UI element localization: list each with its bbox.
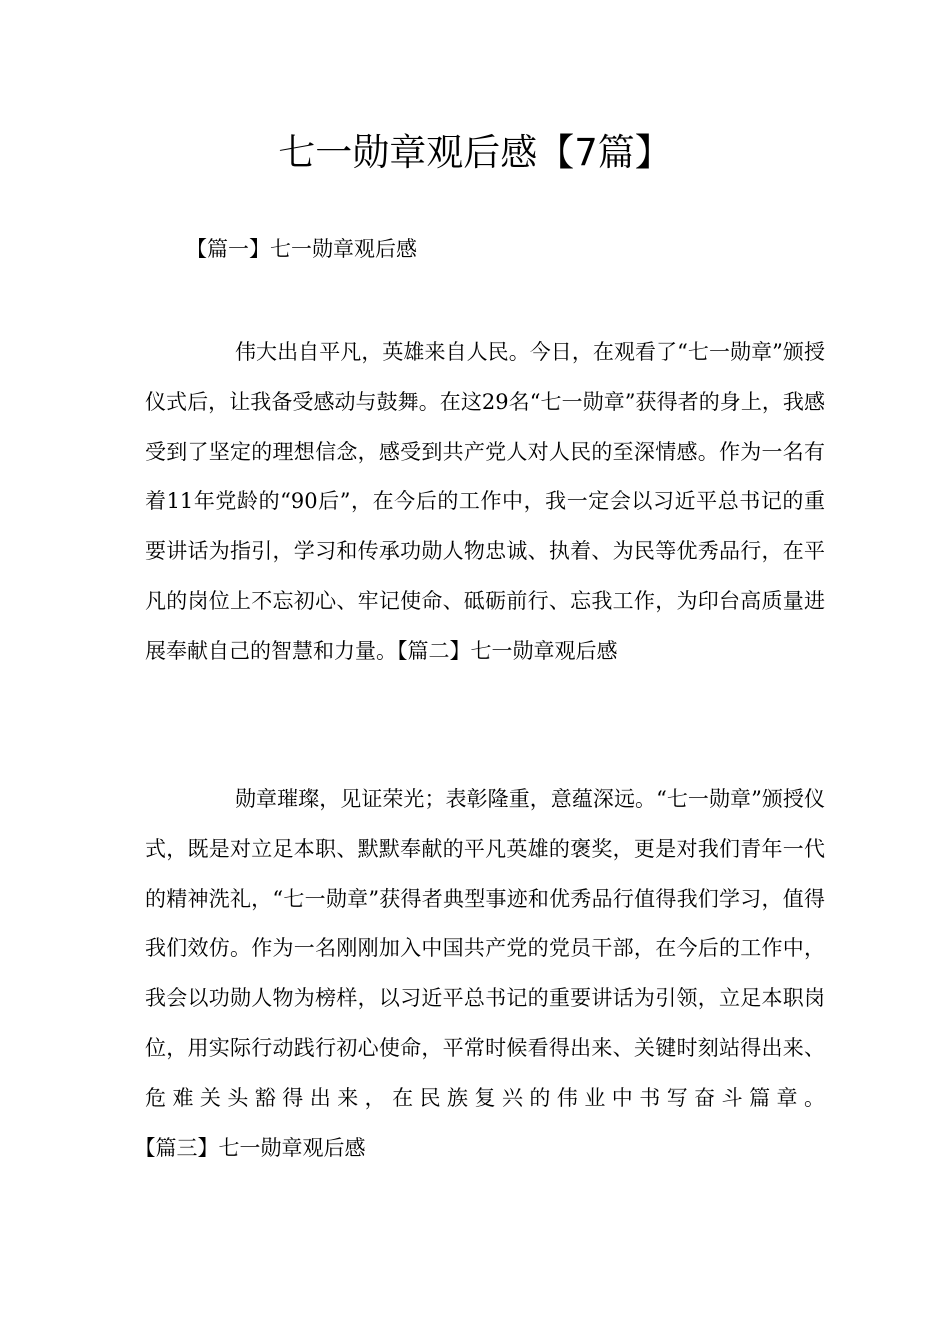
paragraph-2-text: 勋章璀璨，见证荣光；表彰隆重，意蕴深远。“七一勋章”颁授仪式，既是对立足本职、默默奉献的平凡英雄的褒奖，更是对我们青年一代的精神洗礼，“七一勋章”获得者典型事迹和优秀品行值得我们学习，值得我们效仿。作为一名刚刚加入中国共产党的党员干部，在今后的工作中，我会以功勋人物为榜样，以习近平总书记的重要讲话为引领，立足本职岗位，用实际行动践行初心使命，平常时候看得出来、关键时刻站得出来、危难关头豁得出来，在民族复兴的伟业中书写奋斗篇章。 <box>145 787 825 1110</box>
section-heading-3: 【篇三】七一勋章观后感 <box>145 1135 366 1160</box>
section-heading-2: 【篇二】七一勋章观后感 <box>397 638 618 663</box>
paragraph-1-text: 伟大出自平凡，英雄来自人民。今日，在观看了“七一勋章”颁授仪式后，让我备受感动与鼓舞。在这29名“七一勋章”获得者的身上，我感受到了坚定的理想信念，感受到共产党人对人民的至深情感。作为一名有着11年党龄的“90后”，在今后的工作中，我一定会以习近平总书记的重要讲话为指引，学习和传承功勋人物忠诚、执着、为民等优秀品行，在平凡的岗位上不忘初心、牢记使命、砥砺前行、忘我工作，为印台高质量进展奉献自己的智慧和力量。 <box>145 340 825 663</box>
paragraph-2 <box>145 775 825 1173</box>
paragraph-1 <box>145 328 825 677</box>
document-title: 七一勋章观后感【7篇】 <box>278 131 672 174</box>
section-heading-1: 【篇一】七一勋章观后感 <box>186 237 417 261</box>
